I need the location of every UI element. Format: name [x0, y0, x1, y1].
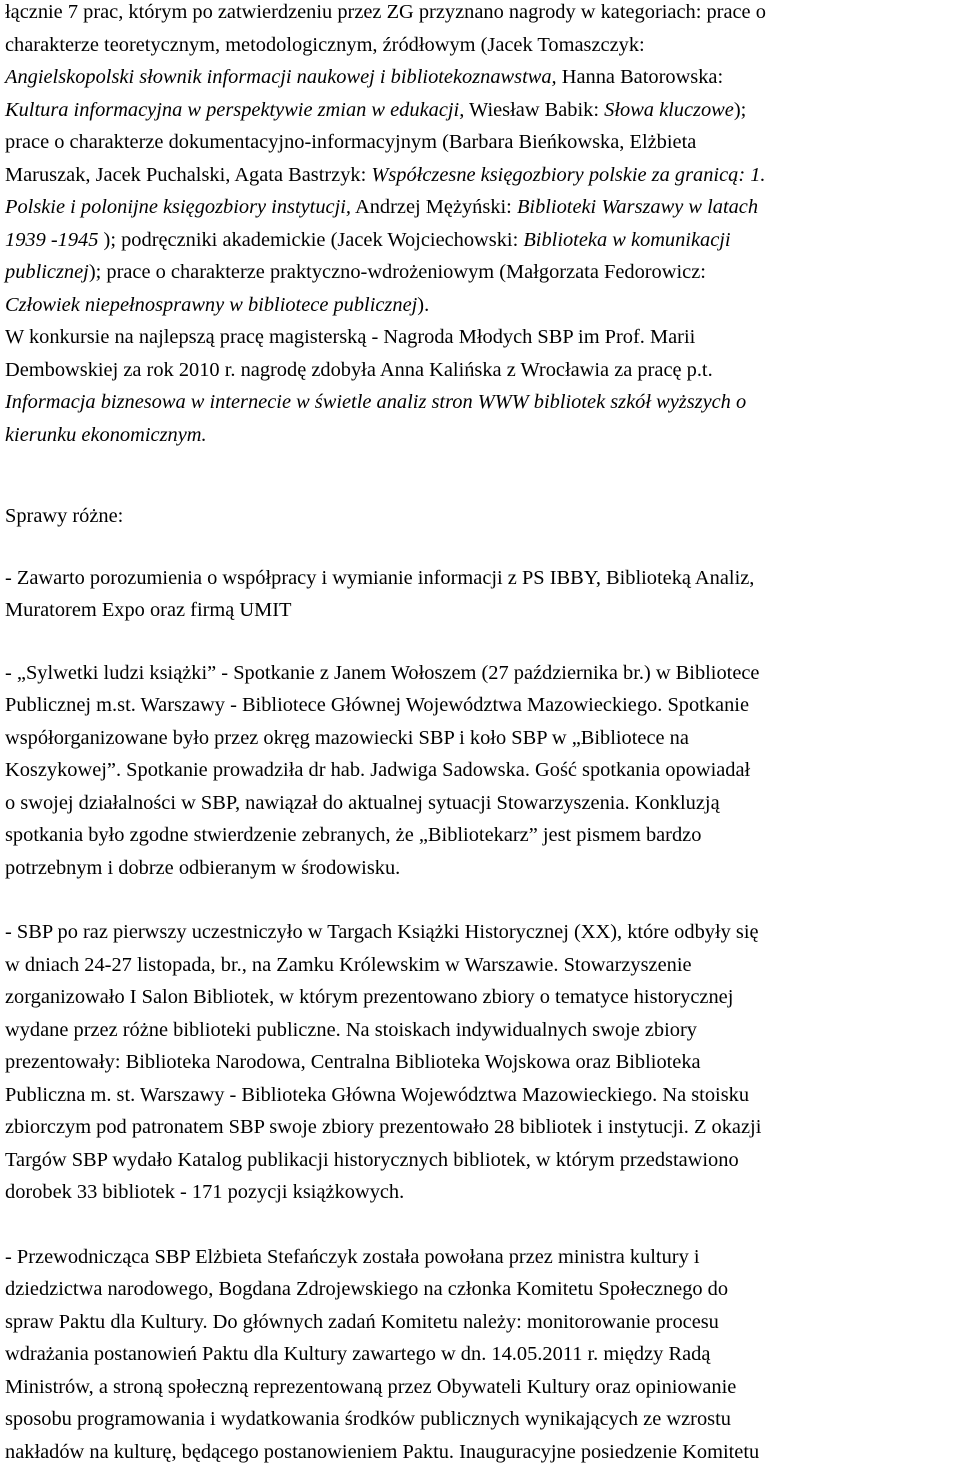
text-line — [5, 94, 957, 127]
text-line — [5, 289, 957, 322]
text-run-italic: Biblioteki Warszawy w latach — [516, 196, 759, 218]
text-run-italic: publicznej — [5, 261, 89, 283]
text-line: dorobek 33 bibliotek - 171 pozycji książkowych. — [5, 1181, 405, 1203]
text-line: sposobu programowania i wydatkowania środków publicznych wynikających ze wzrostu — [5, 1408, 731, 1430]
awards-paragraph — [5, 0, 957, 451]
text-line — [5, 224, 957, 257]
text-run-italic: Współczesne księgozbiory polskie za granicą: 1. — [371, 163, 766, 186]
text-run-italic: kierunku ekonomicznym. — [5, 423, 207, 446]
text-line — [5, 159, 957, 192]
item-agreements — [5, 562, 957, 627]
item-meeting — [5, 657, 957, 885]
text-line — [5, 354, 957, 387]
text-line: wydane przez różne biblioteki publiczne. Na stoiskach indywidualnych swoje zbiory — [5, 1018, 697, 1041]
text-line: w dniach 24-27 listopada, br., na Zamku Królewskim w Warszawie. Stowarzyszenie — [5, 953, 692, 976]
text-run: ); — [733, 98, 747, 121]
text-line: Publicznej m.st. Warszawy - Bibliotece Głównej Województwa Mazowieckiego. Spotkanie — [5, 694, 749, 716]
text-run: Maruszak, Jacek Puchalski, Agata Bastrzyk: — [5, 163, 372, 186]
text-run: ); prace o charakterze praktyczno-wdrożeniowym (Małgorzata Fedorowicz: — [88, 261, 706, 283]
text-line: o swojej działalności w SBP, nawiązał do aktualnej sytuacji Stowarzyszenia. Konkluzją — [5, 791, 720, 814]
section-heading: Sprawy różne: — [5, 505, 124, 527]
text-run-italic: Kultura informacyjna w perspektywie zmian w edukacji, — [5, 98, 465, 121]
text-line: Targów SBP wydało Katalog publikacji historycznych bibliotek, w którym przedstawiono — [5, 1148, 739, 1171]
text-line — [5, 419, 957, 452]
text-run: ). — [417, 293, 430, 316]
text-line: - Zawarto porozumienia o współpracy i wymianie informacji z PS IBBY, Biblioteką Analiz, — [5, 566, 755, 589]
text-line: nakładów na kulturę, będącego postanowieniem Paktu. Inauguracyjne posiedzenie Komitetu — [5, 1440, 760, 1463]
text-run-italic: Informacja biznesowa w internecie w świetle analiz stron WWW bibliotek szkół wyższych o — [5, 391, 747, 413]
text-line: Koszykowej”. Spotkanie prowadziła dr hab. Jadwiga Sadowska. Gość spotkania opowiadał — [5, 759, 751, 781]
text-line: - Przewodnicząca SBP Elżbieta Stefańczyk została powołana przez ministra kultury i — [5, 1245, 700, 1268]
text-line: Publiczna m. st. Warszawy - Biblioteka Główna Województwa Mazowieckiego. Na stoisku — [5, 1083, 750, 1106]
text-run: łącznie 7 prac, którym po zatwierdzeniu przez ZG przyznano nagrody w kategoriach: prace o — [5, 1, 766, 23]
text-line: spotkania było zgodne stwierdzenie zebranych, że „Bibliotekarz” jest pismem bardzo — [5, 824, 702, 846]
text-run: Dembowskiej za rok 2010 r. nagrodę zdobyła Anna Kalińska z Wrocławia za pracę p.t. — [5, 358, 713, 381]
text-run-italic: Polskie i polonijne księgozbiory instytucji, — [5, 196, 352, 218]
text-run: ); podręczniki akademickie (Jacek Wojciechowski: — [98, 228, 524, 251]
text-line — [5, 386, 957, 419]
text-run-italic: Człowiek niepełnosprawny w bibliotece publicznej — [5, 293, 418, 316]
text-line — [5, 29, 957, 62]
text-run-italic: Biblioteka w komunikacji — [523, 228, 731, 251]
item-book-fair — [5, 916, 957, 1209]
text-line: zorganizowało I Salon Bibliotek, w którym prezentowano zbiory o tematyce historycznej — [5, 986, 734, 1008]
text-line: Muratorem Expo oraz firmą UMIT — [5, 599, 292, 621]
text-line: dziedzictwa narodowego, Bogdana Zdrojewskiego na członka Komitetu Społecznego do — [5, 1278, 729, 1300]
text-run: charakterze teoretycznym, metodologicznym, źródłowym (Jacek Tomaszczyk: — [5, 33, 645, 56]
text-line: - „Sylwetki ludzi książki” - Spotkanie z Janem Wołoszem (27 października br.) w Bibliotece — [5, 661, 760, 684]
text-run: Andrzej Mężyński: — [351, 196, 517, 218]
text-line: spraw Paktu dla Kultury. Do głównych zadań Komitetu należy: monitorowanie procesu — [5, 1310, 719, 1333]
text-line — [5, 191, 957, 224]
text-run: prace o charakterze dokumentacyjno-informacyjnym (Barbara Bieńkowska, Elżbieta — [5, 131, 697, 153]
text-line: prezentowały: Biblioteka Narodowa, Centralna Biblioteka Wojskowa oraz Biblioteka — [5, 1051, 701, 1073]
document-page — [5, 0, 957, 1468]
text-line — [5, 61, 957, 94]
item-committee — [5, 1241, 957, 1469]
text-line — [5, 321, 957, 354]
text-run-italic: 1939 -1945 — [5, 228, 99, 251]
text-line: potrzebnym i dobrze odbieranym w środowisku. — [5, 856, 401, 879]
text-run: Hanna Batorowska: — [556, 66, 724, 88]
text-run: Wiesław Babik: — [464, 98, 605, 121]
text-line — [5, 0, 957, 29]
text-run-italic: Słowa kluczowe — [604, 98, 734, 121]
text-line: zbiorczym pod patronatem SBP swoje zbiory prezentowało 28 bibliotek i instytucji. Z okazji — [5, 1116, 762, 1138]
text-line: - SBP po raz pierwszy uczestniczyło w Targach Książki Historycznej (XX), które odbyły się — [5, 921, 759, 943]
text-line — [5, 126, 957, 159]
text-line: Ministrów, a stroną społeczną reprezentowaną przez Obywateli Kultury oraz opiniowanie — [5, 1375, 737, 1398]
text-line: wdrażania postanowień Paktu dla Kultury zawartego w dn. 14.05.2011 r. między Radą — [5, 1343, 711, 1365]
text-line — [5, 256, 957, 289]
text-run: W konkursie na najlepszą pracę magisterską - Nagroda Młodych SBP im Prof. Marii — [5, 326, 696, 348]
text-run-italic: Angielskopolski słownik informacji naukowej i bibliotekoznawstwa, — [5, 66, 557, 88]
text-line: współorganizowane było przez okręg mazowiecki SBP i koło SBP w „Bibliotece na — [5, 726, 689, 749]
